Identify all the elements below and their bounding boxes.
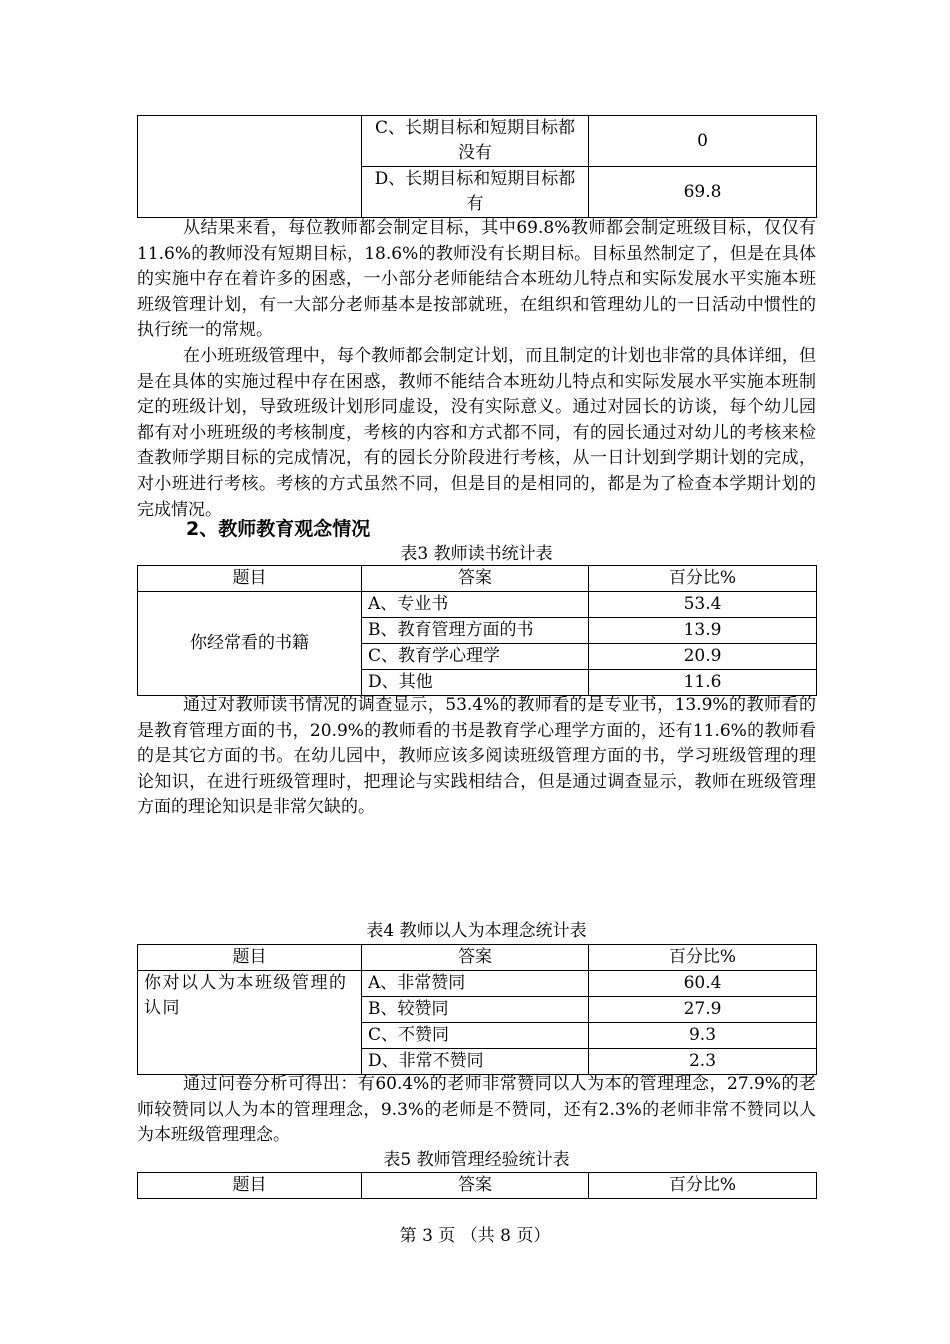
table-cell-pct: 53.4: [589, 592, 817, 618]
table-cell-pct: 69.8: [589, 167, 817, 218]
header-pct: 百分比%: [589, 1173, 817, 1199]
table-cell-pct: 9.3: [589, 1023, 817, 1049]
table-cell-answer: C、长期目标和短期目标都没有: [362, 116, 589, 167]
paragraph-reading-results: 通过对教师读书情况的调查显示，53.4%的教师看的是专业书，13.9%的教师看的是教育管理方面的书，20.9%的教师看的书是教育学心理学方面的，还有11.6%的教师看的是其它方面的书。在幼儿园中，教师应该多阅读班级管理方面的书，学习班级管理的理论知识，在进行班级管理时，把理论与实践相结合，但是通过调查显示，教师在班级管理方面的理论知识是非常欠缺的。: [137, 695, 816, 818]
section-heading: 2、教师教育观念情况: [186, 518, 371, 540]
page-footer: 第 3 页 （共 8 页）: [399, 1226, 551, 1246]
table-cell-answer: B、较赞同: [362, 997, 589, 1023]
paragraph-class-management: 在小班班级管理中，每个教师都会制定计划，而且制定的计划也非常的具体详细，但是在具体的实施过程中存在困惑，教师不能结合本班幼儿特点和实际发展水平实施本班制定的班级计划，导致班级计划形同虚设，没有实际意义。通过对园长的访谈，每个幼儿园都有对小班班级的考核制度，考核的内容和方式都不同，有的园长通过对幼儿的考核来检查教师学期目标的完成情况，有的园长分阶段进行考核，从一日计划到学期计划的完成，对小班进行考核。考核的方式虽然不同，但是目的是相同的，都是为了检查本学期计划的完成情况。: [137, 346, 816, 520]
table4: [137, 944, 817, 1075]
table-cell-answer: D、长期目标和短期目标都有: [362, 167, 589, 218]
table-cell-answer: D、其他: [362, 670, 589, 696]
table5: [137, 1172, 817, 1199]
header-pct: 百分比%: [589, 945, 817, 971]
header-answer: 答案: [362, 1173, 589, 1199]
paragraph-people-oriented-results: 通过问卷分析可得出：有60.4%的老师非常赞同以人为本的管理理念，27.9%的老师较赞同以人为本的管理理念，9.3%的老师是不赞同，还有2.3%的老师非常不赞同以人为本班级管理理念。: [137, 1074, 816, 1146]
table-cell-pct: 11.6: [589, 670, 817, 696]
header-question: 题目: [138, 566, 362, 592]
table-row: [138, 592, 817, 618]
header-pct: 百分比%: [589, 566, 817, 592]
table-cell-pct: 27.9: [589, 997, 817, 1023]
header-question: 题目: [138, 945, 362, 971]
table-cell-pct: 0: [589, 116, 817, 167]
table3: [137, 565, 817, 696]
table-cell-pct: 60.4: [589, 971, 817, 997]
header-answer: 答案: [362, 566, 589, 592]
header-answer: 答案: [362, 945, 589, 971]
table3-caption: 表3 教师读书统计表: [400, 544, 553, 564]
table-cell-empty: [138, 116, 362, 218]
table-header-row: [138, 1173, 817, 1199]
table-header-row: [138, 566, 817, 592]
table-continued: [137, 115, 817, 218]
table4-caption: 表4 教师以人为本理念统计表: [366, 921, 587, 941]
table-cell-answer: C、不赞同: [362, 1023, 589, 1049]
table-cell-question: 你经常看的书籍: [138, 592, 362, 696]
table-cell-answer: A、非常赞同: [362, 971, 589, 997]
paragraph-goal-results: 从结果来看，每位教师都会制定目标，其中69.8%教师都会制定班级目标，仅仅有11.6%的教师没有短期目标，18.6%的教师没有长期目标。目标虽然制定了，但是在具体的实施中存在着许多的困惑，一小部分老师能结合本班幼儿特点和实际发展水平实施本班班级管理计划，有一大部分老师基本是按部就班，在组织和管理幼儿的一日活动中惯性的执行统一的常规。: [137, 218, 816, 341]
table-cell-pct: 2.3: [589, 1049, 817, 1075]
table-row: [138, 971, 817, 997]
table-row: [138, 116, 817, 167]
table-cell-answer: C、教育学心理学: [362, 644, 589, 670]
table-cell-pct: 13.9: [589, 618, 817, 644]
table-header-row: [138, 945, 817, 971]
table-cell-answer: D、非常不赞同: [362, 1049, 589, 1075]
table-cell-pct: 20.9: [589, 644, 817, 670]
table5-caption: 表5 教师管理经验统计表: [383, 1150, 570, 1170]
table-cell-answer: A、专业书: [362, 592, 589, 618]
table-cell-answer: B、教育管理方面的书: [362, 618, 589, 644]
header-question: 题目: [138, 1173, 362, 1199]
table-cell-question: 你对以人为本班级管理的认同: [138, 971, 362, 1075]
